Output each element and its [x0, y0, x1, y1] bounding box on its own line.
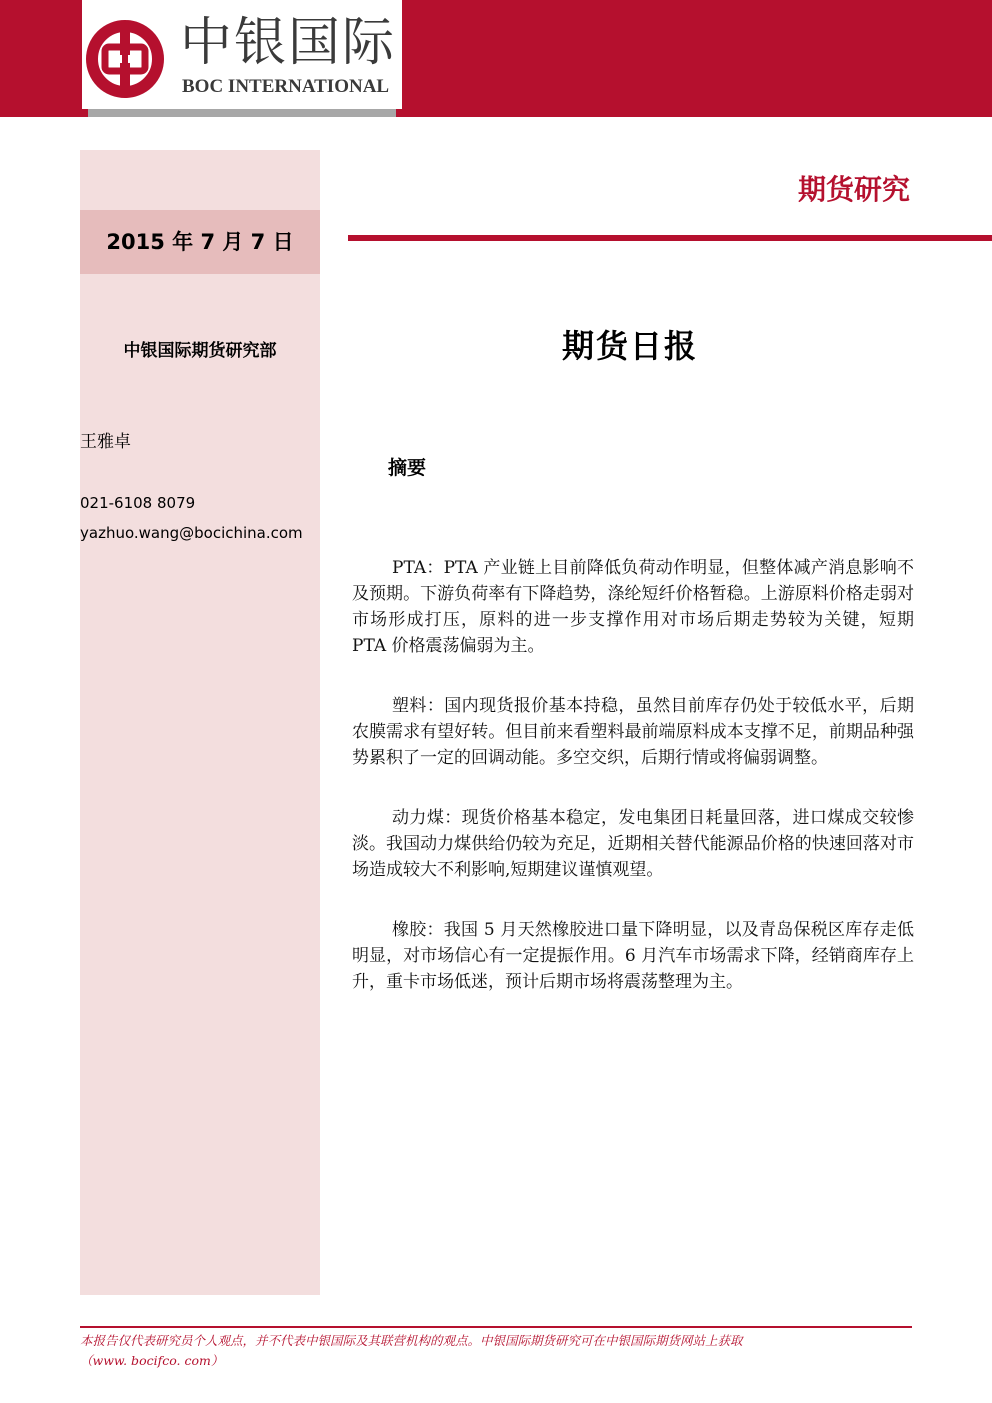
analyst-email[interactable]: yazhuo.wang@bocichina.com — [80, 524, 303, 542]
logo-english-name: BOC INTERNATIONAL — [182, 76, 390, 97]
summary-paragraph-plastic: 塑料：国内现货报价基本持稳，虽然目前库存仍处于较低水平，后期农膜需求有望好转。但目前来看塑料最前端原料成本支撑不足，前期品种强势累积了一定的回调动能。多空交织，后期行情或将偏弱调整。 — [352, 696, 914, 768]
footer-divider — [80, 1326, 912, 1328]
sidebar — [80, 150, 320, 1295]
summary-paragraph-pta: PTA：PTA 产业链上目前降低负荷动作明显，但整体减产消息影响不及预期。下游负荷率有下降趋势，涤纶短纤价格暂稳。上游原料价格走弱对市场形成打压，原料的进一步支撑作用对市场后期走势较为关键，短期 PTA 价格震荡偏弱为主。 — [352, 558, 914, 656]
disclaimer-line-1: 本报告仅代表研究员个人观点，并不代表中银国际及其联营机构的观点。中银国际期货研究可在中银国际期货网站上获取 — [80, 1333, 743, 1348]
summary-body — [352, 555, 914, 1029]
summary-paragraph-coal: 动力煤：现货价格基本稳定，发电集团日耗量回落，进口煤成交较惨淡。我国动力煤供给仍较为充足，近期相关替代能源品价格的快速回落对市场造成较大不利影响,短期建议谨慎观望。 — [352, 808, 914, 880]
boc-logo-icon — [84, 18, 166, 100]
disclaimer-line-2[interactable]: （www. bocifco. com） — [80, 1353, 224, 1368]
page-title: 期货日报 — [561, 327, 698, 365]
department-name: 中银国际期货研究部 — [123, 341, 277, 361]
section-label: 期货研究 — [797, 173, 910, 206]
analyst-phone: 021-6108 8079 — [80, 494, 196, 512]
logo-chinese-name: 中银国际 — [180, 13, 397, 73]
analyst-name: 王雅卓 — [80, 432, 131, 452]
summary-paragraph-rubber: 橡胶：我国 5 月天然橡胶进口量下降明显，以及青岛保税区库存走低明显，对市场信心有一定提振作用。6 月汽车市场需求下降，经销商库存上升，重卡市场低迷，预计后期市场将震荡整理为主。 — [352, 920, 914, 992]
summary-heading: 摘要 — [388, 457, 427, 479]
report-date: 2015 年 7 月 7 日 — [106, 230, 294, 254]
section-divider — [348, 235, 992, 241]
footer-disclaimer — [80, 1331, 912, 1371]
logo-underline — [88, 109, 396, 117]
